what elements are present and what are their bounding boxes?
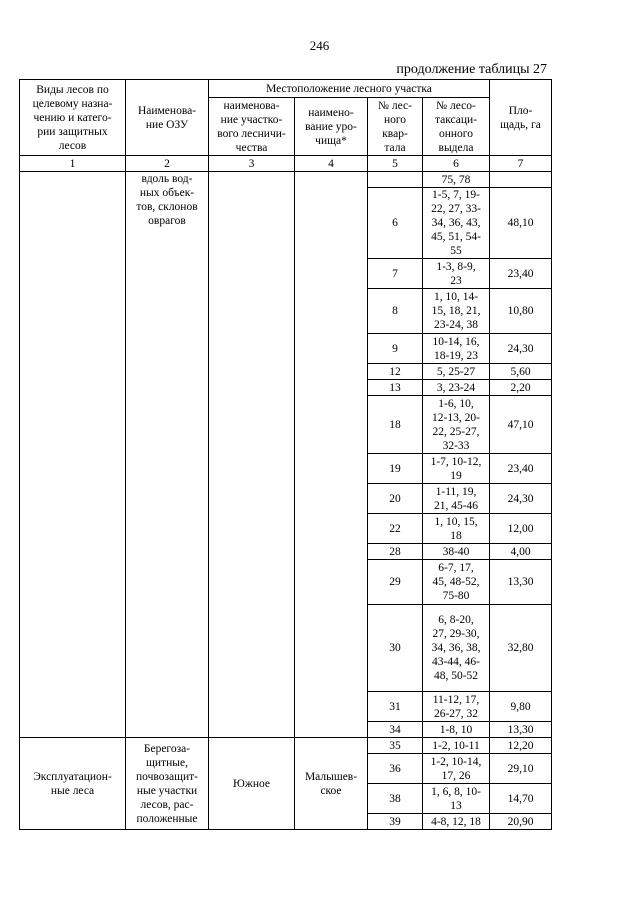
header-allotment-number: № лесо- таксаци- онного выдела [423,98,490,156]
quarter-number-cell: 13 [368,380,423,396]
quarter-number-cell: 19 [368,454,423,484]
area-cell: 23,40 [490,454,552,484]
allotment-list-cell: 1-2, 10-14, 17, 26 [423,754,490,784]
allotment-list-cell: 1-7, 10-12, 19 [423,454,490,484]
quarter-number-cell: 7 [368,259,423,289]
allotment-list-cell: 5, 25-27 [423,364,490,380]
header-forest-type: Виды лесов по целевому назна- чению и катего- рии защитных лесов [20,80,126,156]
table-continuation-label: продолжение таблицы 27 [396,62,547,77]
ozu-name-cell: Берегоза- щитные, почвозащит- ные участки лесов, рас- положенные [126,738,209,830]
column-number: 5 [368,156,423,172]
area-cell: 20,90 [490,814,552,830]
area-cell: 12,00 [490,514,552,544]
area-cell: 12,20 [490,738,552,754]
area-cell: 5,60 [490,364,552,380]
allotment-list-cell: 6, 8-20, 27, 29-30, 34, 36, 38, 43-44, 46- 48, 50-52 [423,605,490,692]
area-cell: 48,10 [490,188,552,259]
quarter-number-cell: 8 [368,289,423,334]
header-area: Пло- щадь, га [490,80,552,156]
quarter-number-cell: 9 [368,334,423,364]
table-row [20,738,552,754]
quarter-number-cell: 6 [368,188,423,259]
ozu-name-cell: вдоль вод- ных объек- тов, склонов оврагов [126,172,209,738]
tract-name-cell: Малышев- ское [295,738,368,830]
district-name-cell [209,172,295,738]
column-number: 7 [490,156,552,172]
area-cell: 29,10 [490,754,552,784]
column-number: 6 [423,156,490,172]
quarter-number-cell: 20 [368,484,423,514]
allotment-list-cell: 1-5, 7, 19- 22, 27, 33- 34, 36, 43, 45, 51, 54- 55 [423,188,490,259]
quarter-number-cell: 22 [368,514,423,544]
area-cell [490,172,552,188]
forest-table [19,79,552,830]
header-district-name: наименова- ние участко- вого лесничи- чества [209,98,295,156]
allotment-list-cell: 75, 78 [423,172,490,188]
quarter-number-cell: 35 [368,738,423,754]
area-cell: 23,40 [490,259,552,289]
allotment-list-cell: 6-7, 17, 45, 48-52, 75-80 [423,560,490,605]
header-tract-name: наимено- вание уро- чища* [295,98,368,156]
area-cell: 24,30 [490,334,552,364]
header-location-group: Местоположение лесного участка [209,80,490,98]
forest-type-cell: Эксплуатацион- ные леса [20,738,126,830]
header-quarter-number: № лес- ного квар- тала [368,98,423,156]
allotment-list-cell: 1, 10, 14- 15, 18, 21, 23-24, 38 [423,289,490,334]
area-cell: 47,10 [490,396,552,454]
area-cell: 2,20 [490,380,552,396]
column-numbers-row [20,156,552,172]
allotment-list-cell: 4-8, 12, 18 [423,814,490,830]
area-cell: 10,80 [490,289,552,334]
quarter-number-cell: 39 [368,814,423,830]
quarter-number-cell: 12 [368,364,423,380]
area-cell: 4,00 [490,544,552,560]
allotment-list-cell: 1, 6, 8, 10- 13 [423,784,490,814]
quarter-number-cell: 18 [368,396,423,454]
header-ozu-name: Наименова- ние ОЗУ [126,80,209,156]
area-cell: 14,70 [490,784,552,814]
area-cell: 9,80 [490,692,552,722]
allotment-list-cell: 1-3, 8-9, 23 [423,259,490,289]
quarter-number-cell: 29 [368,560,423,605]
forest-type-cell [20,172,126,738]
header-row [20,80,552,98]
quarter-number-cell [368,172,423,188]
area-cell: 24,30 [490,484,552,514]
district-name-cell: Южное [209,738,295,830]
column-number: 4 [295,156,368,172]
quarter-number-cell: 28 [368,544,423,560]
quarter-number-cell: 30 [368,605,423,692]
allotment-list-cell: 1-11, 19, 21, 45-46 [423,484,490,514]
column-number: 2 [126,156,209,172]
quarter-number-cell: 34 [368,722,423,738]
allotment-list-cell: 1-8, 10 [423,722,490,738]
allotment-list-cell: 1-6, 10, 12-13, 20- 22, 25-27, 32-33 [423,396,490,454]
quarter-number-cell: 36 [368,754,423,784]
quarter-number-cell: 31 [368,692,423,722]
allotment-list-cell: 11-12, 17, 26-27, 32 [423,692,490,722]
allotment-list-cell: 10-14, 16, 18-19, 23 [423,334,490,364]
tract-name-cell [295,172,368,738]
quarter-number-cell: 38 [368,784,423,814]
allotment-list-cell: 3, 23-24 [423,380,490,396]
allotment-list-cell: 1-2, 10-11 [423,738,490,754]
allotment-list-cell: 1, 10, 15, 18 [423,514,490,544]
table-row [20,172,552,188]
page-number: 246 [309,38,330,53]
column-number: 1 [20,156,126,172]
area-cell: 13,30 [490,722,552,738]
area-cell: 32,80 [490,605,552,692]
allotment-list-cell: 38-40 [423,544,490,560]
area-cell: 13,30 [490,560,552,605]
column-number: 3 [209,156,295,172]
